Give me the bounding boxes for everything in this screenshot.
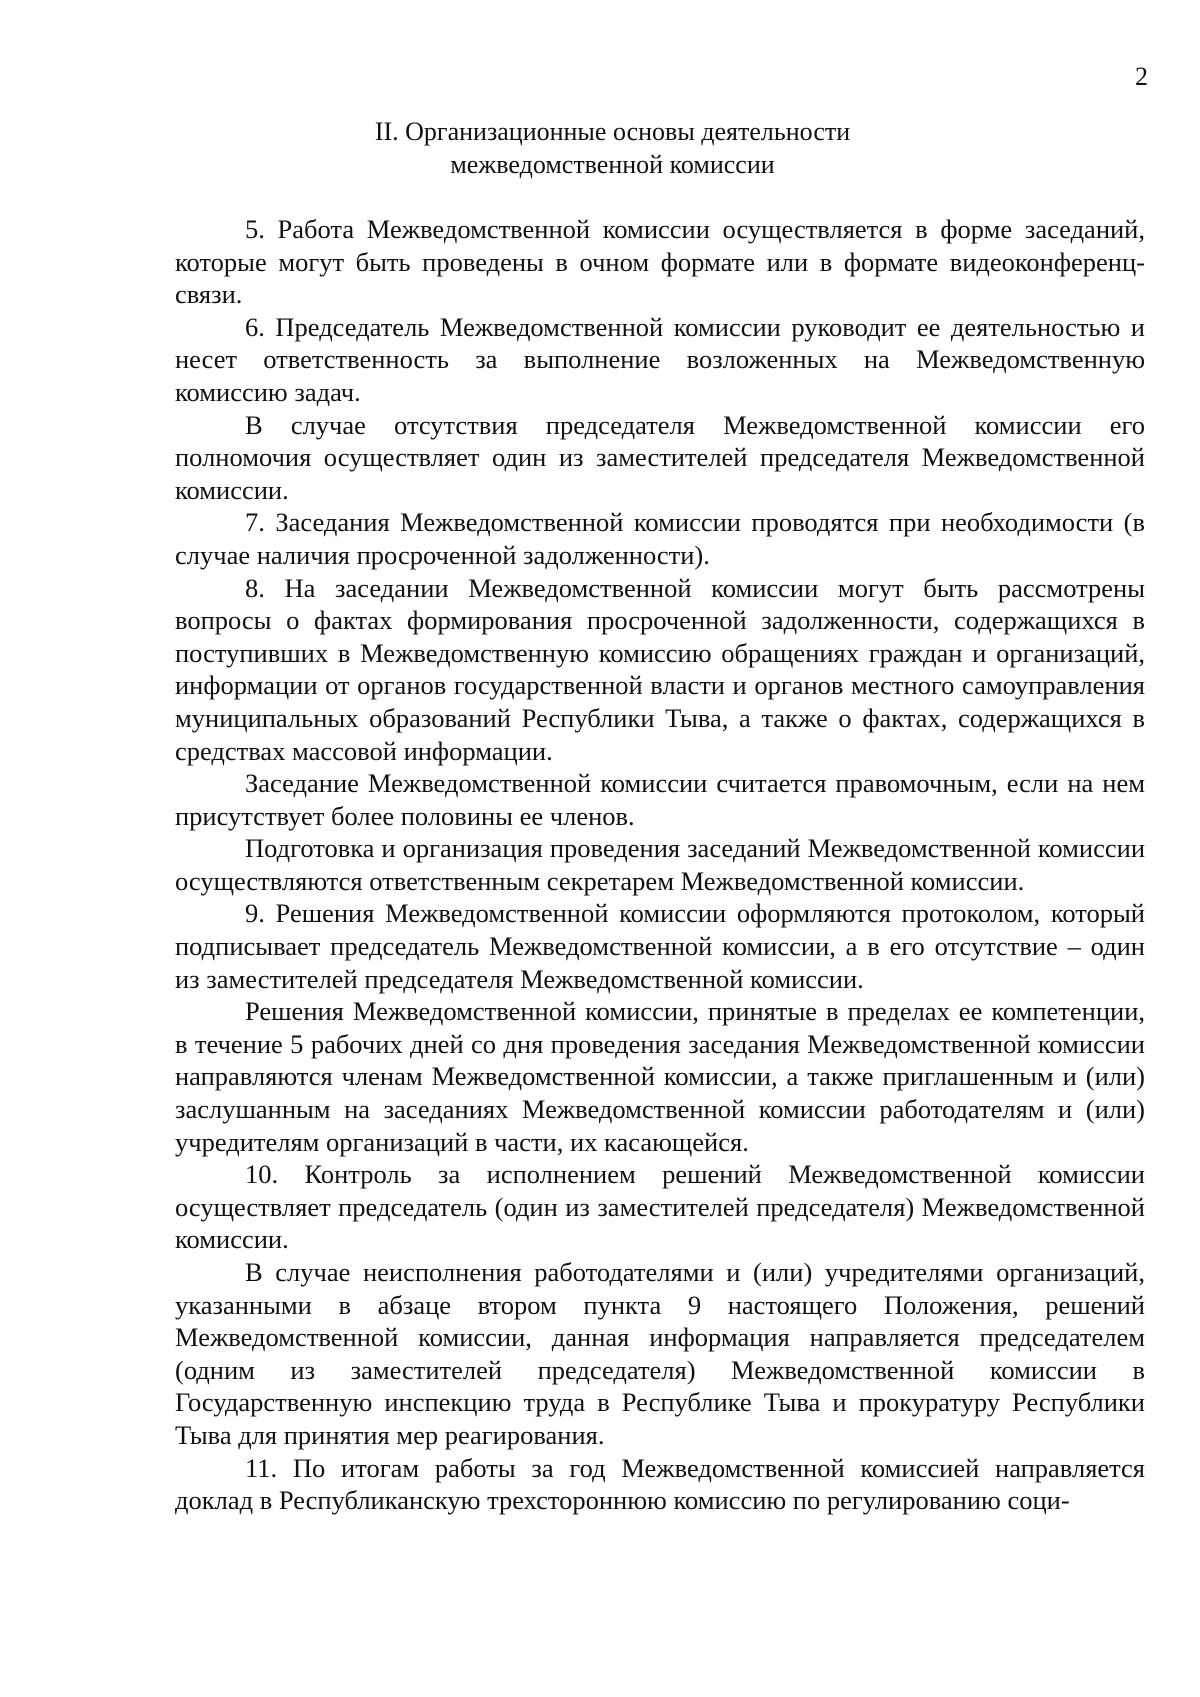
paragraph-6: 6. Председатель Межведомственной комиссии руководит ее деятельностью и несет ответственность за выполнение возложенных на Межведомственную комиссию задач. [175, 311, 1145, 407]
paragraph-8-quorum: Заседание Межведомственной комиссии считается правомочным, если на нем присутствует более половины ее членов. [175, 768, 1145, 831]
page-number: 2 [1135, 62, 1148, 91]
section-title [175, 115, 1050, 181]
section-title-line-1: II. Организационные основы деятельности [374, 117, 851, 146]
paragraph-7: 7. Заседания Межведомственной комиссии проводятся при необходимости (в случае наличия просроченной задолженности). [175, 507, 1145, 570]
paragraph-9: 9. Решения Межведомственной комиссии оформляются протоколом, который подписывает председатель Межведомственной комиссии, а в его отсутствие – один из заместителей председателя Межведомственной комиссии. [175, 898, 1145, 994]
paragraph-10: 10. Контроль за исполнением решений Межведомственной комиссии осуществляет председатель (один из заместителей председателя) Межведомственной комиссии. [175, 1159, 1145, 1255]
paragraph-8: 8. На заседании Межведомственной комиссии могут быть рассмотрены вопросы о фактах формирования просроченной задолженности, содержащихся в поступивших в Межведомственную комиссию обращениях граждан и организаций, информации от органов государственной власти и органов местного самоуправления муниципальных образований Республики Тыва, а также о фактах, содержащихся в средствах массовой информации. [175, 572, 1145, 766]
paragraph-5: 5. Работа Межведомственной комиссии осуществляется в форме заседаний, которые могут быть проведены в очном формате или в формате видеоконференц-связи. [175, 214, 1145, 310]
section-title-line-2: межведомственной комиссии [450, 150, 775, 179]
body-text [175, 213, 1145, 1517]
paragraph-9-decisions: Решения Межведомственной комиссии, принятые в пределах ее компетенции, в течение 5 рабочих дней со дня проведения заседания Межведомственной комиссии направляются членам Межведомственной комиссии, а также приглашенным и (или) заслушанным на заседаниях Межведомственной комиссии работодателям и (или) учредителям организаций в части, их касающейся. [175, 996, 1145, 1157]
paragraph-10-non-compliance: В случае неисполнения работодателями и (или) учредителями организаций, указанными в абзаце втором пункта 9 настоящего Положения, решений Межведомственной комиссии, данная информация направляется председателем (одним из заместителей председателя) Межведомственной комиссии в Государственную инспекцию труда в Республике Тыва и прокуратуру Республики Тыва для принятия мер реагирования. [175, 1257, 1145, 1450]
paragraph-11: 11. По итогам работы за год Межведомственной комиссией направляется доклад в Республиканскую трехстороннюю комиссию по регулированию соци- [175, 1452, 1145, 1516]
paragraph-6-absence: В случае отсутствия председателя Межведомственной комиссии его полномочия осуществляет один из заместителей председателя Межведомственной комиссии. [175, 409, 1145, 505]
paragraph-8-preparation: Подготовка и организация проведения заседаний Межведомственной комиссии осуществляются ответственным секретарем Межведомственной комиссии. [175, 833, 1145, 896]
